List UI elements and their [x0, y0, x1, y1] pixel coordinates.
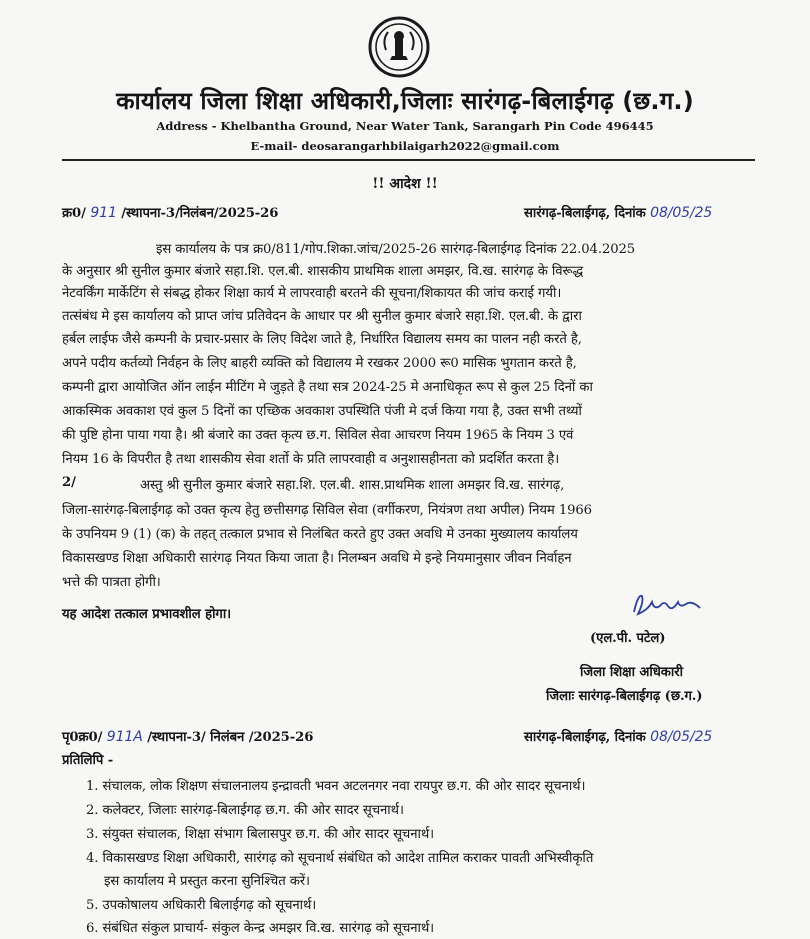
place-date-label: सारंगढ़-बिलाईगढ़, दिनांक [524, 206, 646, 221]
order-title: !! आदेश !! [372, 176, 438, 192]
signatory-designation: जिला शिक्षा अधिकारी [580, 665, 683, 680]
ref-suffix: /स्थापना-3/निलंबन/2025-26 [121, 206, 279, 221]
para2-line: जिला-सारंगढ़-बिलाईगढ़ को उक्त कृत्य हेतु छत्तीसगढ़ सिविल सेवा (वर्गीकरण, नियंत्रण तथा अपील) नियम 1966 [62, 503, 592, 518]
body-line: तत्संबंध मे इस कार्यालय को प्राप्त जांच प्रतिवेदन के आधार पर श्री सुनील कुमार बंजारे सहा.शि. एल.बी. के द्वारा [62, 309, 582, 324]
copy-item: 1. संचालक, लोक शिक्षण संचालनालय इन्द्रावती भवन अटलनगर नवा रायपुर छ.ग. की ओर सादर सूचनार्थ। [86, 779, 586, 794]
body-line: हर्बल लाईफ जैसे कम्पनी के प्रचार-प्रसार के लिए विदेश जाते है, निर्धारित विद्यालय समय का पालन नही करते है, [62, 332, 582, 347]
copy-item: 4. विकासखण्ड शिक्षा अधिकारी, सारंगढ़ को सूचनार्थ संबंधित को आदेश तामिल कराकर पावती अभिस्वीकृति [86, 851, 594, 866]
body-line: कम्पनी द्वारा आयोजित ऑन लाईन मीटिंग मे जुड़ते है तथा सत्र 2024-25 मे अनाधिकृत रूप से कुल 25 दिनों का [62, 380, 593, 395]
ref-date-2 [524, 727, 712, 745]
copy-item: 3. संयुक्त संचालक, शिक्षा संभाग बिलासपुर छ.ग. की ओर सादर सूचनार्थ। [86, 827, 435, 842]
handwritten-date: 08/05/25 [650, 205, 713, 221]
body-line: आकस्मिक अवकाश एवं कुल 5 दिनों का एच्छिक अवकाश उपस्थिति पंजी मे दर्ज किया गया है, उक्त सभी तथ्यों [62, 404, 582, 419]
ref-number-1 [62, 203, 278, 221]
place-date-label: सारंगढ़-बिलाईगढ़, दिनांक [524, 730, 646, 745]
ref-date-1 [524, 203, 712, 221]
copy-item: इस कार्यालय मे प्रस्तुत करना सुनिश्चित करें। [104, 874, 310, 889]
office-address: Address - Khelbantha Ground, Near Water Tank, Sarangarh Pin Code 496445 [156, 119, 654, 133]
state-emblem-icon [368, 16, 430, 78]
body-line: की पुष्टि होना पाया गया है। श्री बंजारे का उक्त कृत्य छ.ग. सिविल सेवा आचरण नियम 1965 के नियम 3 एवं [62, 428, 574, 443]
ref-prefix: क्र0/ [62, 206, 86, 221]
ref-handwritten-number: 911 [90, 205, 117, 221]
body-line: इस कार्यालय के पत्र क्र0/811/गोप.शिका.जांच/2025-26 सारंगढ़-बिलाईगढ़ दिनांक 22.04.2025 [156, 242, 636, 257]
body-line: अपने पदीय कर्तव्यो निर्वहन के लिए बाहरी व्यक्ति को विद्यालय मे रखकर 2000 रू0 मासिक भुगतान करते है, [62, 356, 577, 371]
ref-prefix: पृ0क्र0/ [62, 730, 103, 745]
copy-item: 6. संबंधित संकुल प्राचार्य- संकुल केन्द्र अमझर वि.ख. सारंगढ़ को सूचनार्थ। [86, 921, 435, 936]
signatory-district: जिलाः सारंगढ़-बिलाईगढ़ (छ.ग.) [546, 689, 703, 704]
body-line: नेटवर्किंग मार्केटिंग से संबद्ध होकर शिक्षा कार्य मे लापरवाही बरतने की सूचना/शिकायत की जांच कराई गयी। [62, 286, 562, 301]
effective-note: यह आदेश तत्काल प्रभावशील होगा। [62, 607, 232, 622]
office-email: E-mail- deosarangarhbilaigarh2022@gmail.com [250, 139, 560, 153]
copy-item: 5. उपकोषालय अधिकारी बिलाईगढ़ को सूचनार्थ। [86, 898, 317, 913]
para2-marker: 2/ [62, 475, 76, 490]
header-divider [62, 159, 755, 161]
handwritten-date: 08/05/25 [650, 729, 713, 745]
para2-line: के उपनियम 9 (1) (क) के तहत् तत्काल प्रभाव से निलंबित करते हुए उक्त अवधि मे उनका मुख्यालय कार्यालय [62, 527, 578, 542]
body-line: के अनुसार श्री सुनील कुमार बंजारे सहा.शि. एल.बी. शासकीय प्राथमिक शाला अमझर, वि.ख. सारंगढ़ के विरूद्ध [62, 264, 584, 279]
body-line: नियम 16 के विपरीत है तथा शासकीय सेवा शर्तो के प्रति लापरवाही व अनुशासहीनता को प्रदर्शित करता है। [62, 452, 560, 467]
para2-line: विकासखण्ड शिक्षा अधिकारी सारंगढ़ नियत किया जाता है। निलम्बन अवधि मे इन्हे नियमानुसार जीवन निर्वाहन [62, 551, 572, 566]
copy-label: प्रतिलिपि - [62, 753, 114, 768]
para2-line: अस्तु श्री सुनील कुमार बंजारे सहा.शि. एल.बी. शास.प्राथमिक शाला अमझर वि.ख. सारंगढ़, [140, 478, 565, 493]
signatory-name: (एल.पी. पटेल) [590, 631, 666, 646]
ref-suffix: /स्थापना-3/ निलंबन /2025-26 [147, 730, 314, 745]
ref-number-2 [62, 727, 313, 745]
signature-icon [628, 588, 708, 620]
copy-item: 2. कलेक्टर, जिलाः सारंगढ़-बिलाईगढ़ छ.ग. की ओर सादर सूचनार्थ। [86, 803, 404, 818]
para2-line: भत्ते की पात्रता होगी। [62, 575, 161, 590]
office-title: कार्यालय जिला शिक्षा अधिकारी,जिलाः सारंगढ़-बिलाईगढ़ (छ.ग.) [116, 87, 694, 115]
ref-handwritten-number: 911A [106, 729, 143, 745]
